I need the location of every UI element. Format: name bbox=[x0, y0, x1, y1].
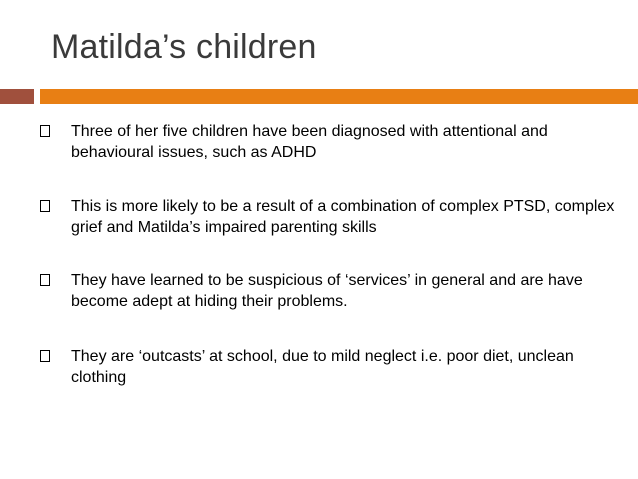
hollow-square-bullet-icon bbox=[40, 125, 50, 137]
bullet-text: Three of her five children have been diagnosed with attentional and behavioural issues, such as ADHD bbox=[71, 123, 548, 161]
hollow-square-bullet-icon bbox=[40, 350, 50, 362]
bullet-text: This is more likely to be a result of a combination of complex PTSD, complex grief and Matilda’s impaired parenting skills bbox=[71, 198, 615, 236]
hollow-square-bullet-icon bbox=[40, 200, 50, 212]
bullet-text: They have learned to be suspicious of ‘services’ in general and are have become adept at hiding their problems. bbox=[71, 272, 583, 310]
hollow-square-bullet-icon bbox=[40, 274, 50, 286]
slide-title: Matilda’s children bbox=[51, 28, 317, 66]
bullet-text: They are ‘outcasts’ at school, due to mild neglect i.e. poor diet, unclean clothing bbox=[71, 348, 574, 386]
